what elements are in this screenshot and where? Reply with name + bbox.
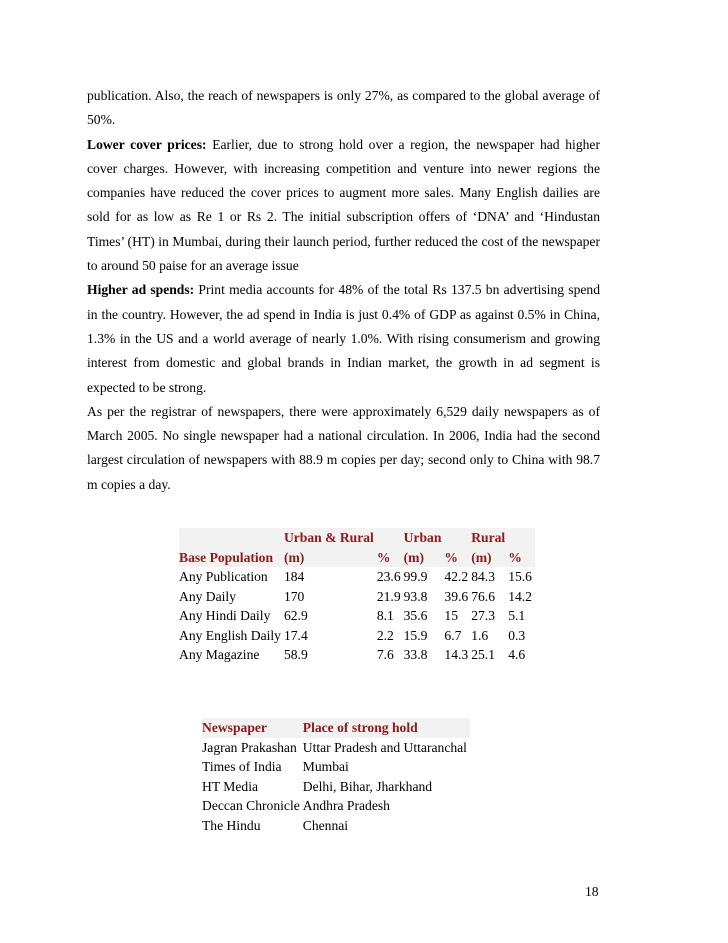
stronghold-place: Mumbai — [302, 759, 349, 774]
lower-cover-prices-text: Earlier, due to strong hold over a region, the newspaper had higher cover charges. However, with increasing competition and venture into newer regions the companies have reduced the cover prices to augment more sales. Many English dailies are sold for as low as Re 1 or Rs 2. The initial subscription offers of ‘DNA’ and ‘Hindustan Times’ (HT) in Mumbai, during their launch period, further reduced the cost of the newspaper to around 50 paise for an average issue — [87, 136, 600, 274]
newspaper-name: HT Media — [202, 778, 259, 794]
table-cell: 25.1 — [471, 647, 495, 662]
paragraph-registrar: As per the registrar of newspapers, there were approximately 6,529 daily newspapers as of March 2005. No single newspaper had a national circulation. In 2006, India had the second largest circulation of newspapers with 88.9 m copies per day; second only to China with 98.7 m copies a day. — [87, 403, 600, 492]
table-row — [179, 567, 535, 587]
table-cell: 14.2 — [508, 588, 532, 604]
table-cell: 84.3 — [471, 569, 495, 584]
stronghold-place: Chennai — [302, 817, 349, 833]
paragraph-reach: publication. Also, the reach of newspapers is only 27%, as compared to the global average of 50%. — [87, 88, 600, 128]
header-cell: % — [508, 548, 535, 568]
page-number: 18 — [585, 884, 599, 899]
newspaper-name: Times of India — [202, 759, 282, 774]
body-text — [87, 84, 600, 497]
table-cell: 39.6 — [444, 588, 469, 604]
header-cell — [179, 528, 284, 548]
stronghold-table — [202, 718, 470, 835]
heading-lower-cover-prices: Lower cover prices: — [87, 136, 207, 152]
newspaper-name: The Hindu — [202, 817, 261, 833]
header-cell: (m) — [404, 548, 445, 568]
row-label: Any Daily — [179, 588, 237, 604]
table-row — [202, 816, 470, 836]
table-cell: 76.6 — [471, 588, 495, 604]
table-cell: 58.9 — [283, 647, 308, 662]
table-row — [202, 796, 470, 816]
row-label: Any Hindi Daily — [179, 608, 271, 623]
header-cell — [508, 528, 535, 548]
table-cell: 15 — [444, 608, 458, 623]
table-cell: 23.6 — [376, 569, 401, 584]
row-label: Any English Daily — [179, 627, 281, 643]
heading-higher-ad-spends: Higher ad spends: — [87, 282, 195, 298]
newspaper-name: Deccan Chronicle — [202, 798, 300, 813]
table-cell: 27.3 — [471, 608, 495, 623]
table-cell: 4.6 — [508, 647, 526, 662]
table-cell: 1.6 — [471, 627, 489, 643]
header-cell: Place of strong hold — [303, 718, 470, 738]
table-cell: 8.1 — [376, 608, 394, 623]
table-row — [179, 587, 535, 607]
table-cell: 7.6 — [376, 647, 394, 662]
table-cell: 15.9 — [403, 627, 428, 643]
header-cell: Newspaper — [202, 718, 303, 738]
higher-ad-spends-text: Print media accounts for 48% of the total Rs 137.5 bn advertising spend in the country. However, the ad spend in India is just 0.4% of GDP as against 0.5% in China, 1.3% in the US and a world average of nearly 1.0%. With rising consumerism and growing interest from domestic and global brands in Indian market, the growth in ad segment is expected to be strong. — [87, 282, 600, 395]
table-cell: 99.9 — [403, 569, 428, 584]
newspaper-name: Jagran Prakashan — [202, 739, 297, 755]
stronghold-place: Andhra Pradesh — [302, 798, 390, 813]
table-row — [202, 757, 470, 777]
row-label: Any Publication — [179, 569, 268, 584]
table-cell: 35.6 — [403, 608, 428, 623]
header-cell — [444, 528, 471, 548]
table-cell: 93.8 — [403, 588, 428, 604]
table-cell: 6.7 — [444, 627, 462, 643]
table-cell: 15.6 — [508, 569, 532, 584]
row-label: Any Magazine — [179, 647, 260, 662]
paragraph-lower-cover-prices — [87, 133, 600, 279]
header-cell: (m) — [284, 548, 377, 568]
header-cell: % — [444, 548, 471, 568]
header-cell — [377, 528, 404, 548]
table-row — [202, 738, 470, 758]
header-cell: Urban — [404, 528, 445, 548]
table-cell: 42.2 — [444, 569, 469, 584]
table-row — [179, 606, 535, 626]
readership-table — [179, 528, 535, 665]
table-cell: 5.1 — [508, 608, 526, 623]
header-cell: Rural — [471, 528, 508, 548]
table-cell: 184 — [283, 569, 305, 584]
header-cell: Base Population — [179, 548, 284, 568]
table-cell: 62.9 — [283, 608, 308, 623]
readership-header-row — [179, 528, 535, 548]
stronghold-place: Delhi, Bihar, Jharkhand — [302, 778, 433, 794]
readership-header-row — [179, 548, 535, 568]
header-cell: (m) — [471, 548, 508, 568]
table-cell: 17.4 — [283, 627, 308, 643]
table-row — [202, 777, 470, 797]
stronghold-header-row — [202, 718, 470, 738]
table-cell: 14.3 — [444, 647, 469, 662]
table-row — [179, 645, 535, 665]
table-cell: 170 — [283, 588, 305, 604]
table-cell: 0.3 — [508, 627, 526, 643]
table-cell: 2.2 — [376, 627, 394, 643]
stronghold-place: Uttar Pradesh and Uttaranchal — [302, 739, 467, 755]
table-row — [179, 626, 535, 646]
header-cell: Urban & Rural — [284, 528, 377, 548]
paragraph-higher-ad-spends — [87, 278, 600, 399]
table-cell: 21.9 — [376, 588, 401, 604]
header-cell: % — [377, 548, 404, 568]
table-cell: 33.8 — [403, 647, 428, 662]
